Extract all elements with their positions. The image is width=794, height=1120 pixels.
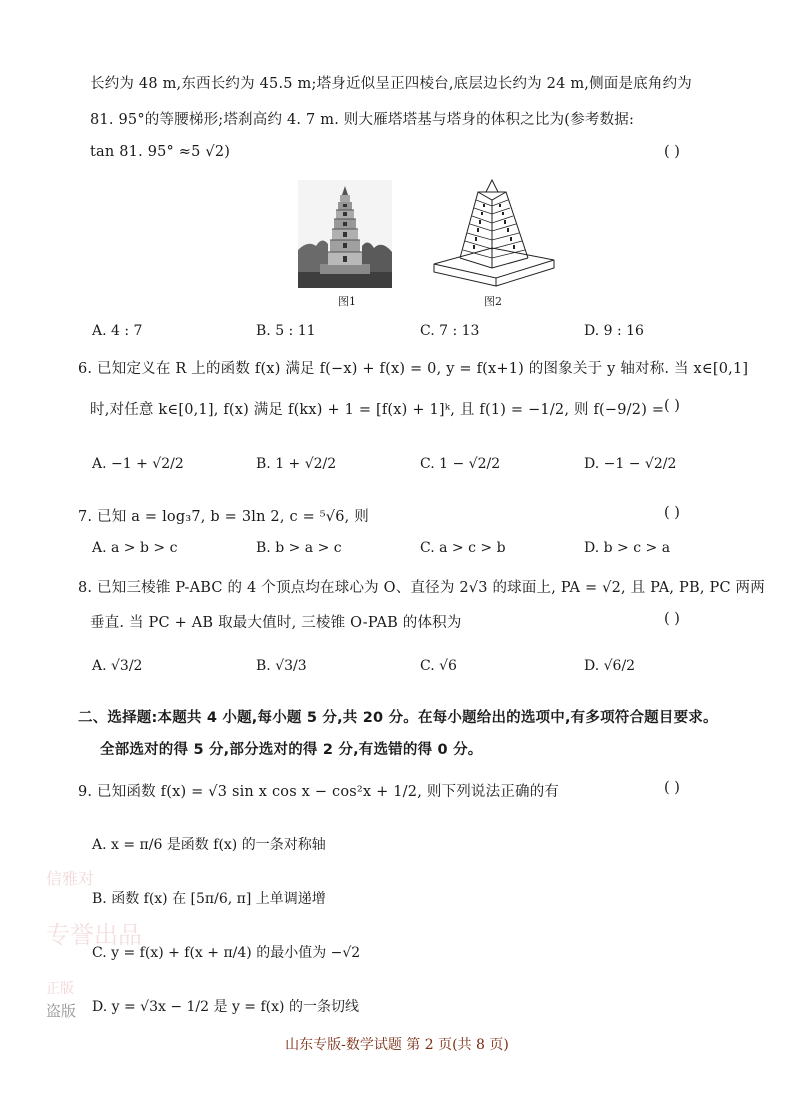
q8-option-a: A. √3/2 (92, 658, 143, 674)
q8-option-c: C. √6 (420, 658, 457, 674)
q9-line1: 9. 已知函数 f(x) = √3 sin x cos x − cos²x + 1/2, 则下列说法正确的有 (78, 784, 560, 800)
q5-option-d: D. 9 : 16 (584, 323, 644, 339)
q9-option-a: A. x = π/6 是函数 f(x) 的一条对称轴 (92, 837, 326, 853)
q5-line3: tan 81. 95° ≈5 √2) (90, 144, 231, 160)
pagoda-diagram (430, 178, 558, 290)
q6-line1: 6. 已知定义在 R 上的函数 f(x) 满足 f(−x) + f(x) = 0, y = f(x+1) 的图象关于 y 轴对称. 当 x∈[0,1] (78, 361, 749, 377)
q8-option-b: B. √3/3 (256, 658, 307, 674)
q6-option-b: B. 1 + √2/2 (256, 456, 337, 472)
q6-answer-paren: ( ) (664, 398, 680, 414)
watermark-line4: 盗版 (46, 1002, 77, 1020)
q9-answer-paren: ( ) (664, 780, 680, 796)
q5-line2: 81. 95°的等腰梯形;塔刹高约 4. 7 m. 则大雁塔塔基与塔身的体积之比为(参考数据: (90, 112, 635, 128)
watermark-line2: 专誉出品 (46, 921, 142, 949)
q5-answer-paren: ( ) (664, 144, 680, 160)
figure2-caption: 图2 (484, 295, 502, 308)
section2-scoring: 全部选对的得 5 分,部分选对的得 2 分,有选错的得 0 分。 (100, 742, 483, 758)
q7-option-a: A. a > b > c (92, 540, 178, 556)
q9-option-c: C. y = f(x) + f(x + π/4) 的最小值为 −√2 (92, 945, 361, 961)
q5-option-c: C. 7 : 13 (420, 323, 480, 339)
q5-option-b: B. 5 : 11 (256, 323, 316, 339)
watermark-line3: 正版 (46, 981, 74, 997)
q6-line2: 时,对任意 k∈[0,1], f(x) 满足 f(kx) + 1 = [f(x) + 1]ᵏ, 且 f(1) = −1/2, 则 f(−9/2) = (90, 402, 665, 418)
section2-heading: 二、选择题:本题共 4 小题,每小题 5 分,共 20 分。在每小题给出的选项中,有多项符合题目要求。 (78, 710, 718, 726)
q5-line1: 长约为 48 m,东西长约为 45.5 m;塔身近似呈正四棱台,底层边长约为 24 m,侧面是底角约为 (90, 76, 692, 92)
q7-answer-paren: ( ) (664, 505, 680, 521)
q6-option-d: D. −1 − √2/2 (584, 456, 677, 472)
pagoda-photo (298, 180, 392, 288)
q7-option-b: B. b > a > c (256, 540, 342, 556)
page-footer: 山东专版-数学试题 第 2 页(共 8 页) (285, 1037, 509, 1053)
q8-line2: 垂直. 当 PC + AB 取最大值时, 三棱锥 O-PAB 的体积为 (90, 615, 462, 631)
q6-option-a: A. −1 + √2/2 (92, 456, 184, 472)
q9-option-d: D. y = √3x − 1/2 是 y = f(x) 的一条切线 (92, 999, 359, 1015)
figure1-caption: 图1 (338, 295, 356, 308)
q8-option-d: D. √6/2 (584, 658, 636, 674)
q5-option-a: A. 4 : 7 (92, 323, 143, 339)
q6-option-c: C. 1 − √2/2 (420, 456, 501, 472)
q9-option-b: B. 函数 f(x) 在 [5π/6, π] 上单调递增 (92, 891, 326, 907)
watermark-line1: 信雅对 (46, 869, 95, 888)
q7-line1: 7. 已知 a = log₃7, b = 3ln 2, c = ⁵√6, 则 (78, 509, 369, 525)
watermark-stamp (46, 866, 142, 1021)
q8-line1: 8. 已知三棱锥 P-ABC 的 4 个顶点均在球心为 O、直径为 2√3 的球面上, PA = √2, 且 PA, PB, PC 两两 (78, 580, 765, 596)
q8-answer-paren: ( ) (664, 611, 680, 627)
q7-option-c: C. a > c > b (420, 540, 506, 556)
q7-option-d: D. b > c > a (584, 540, 671, 556)
